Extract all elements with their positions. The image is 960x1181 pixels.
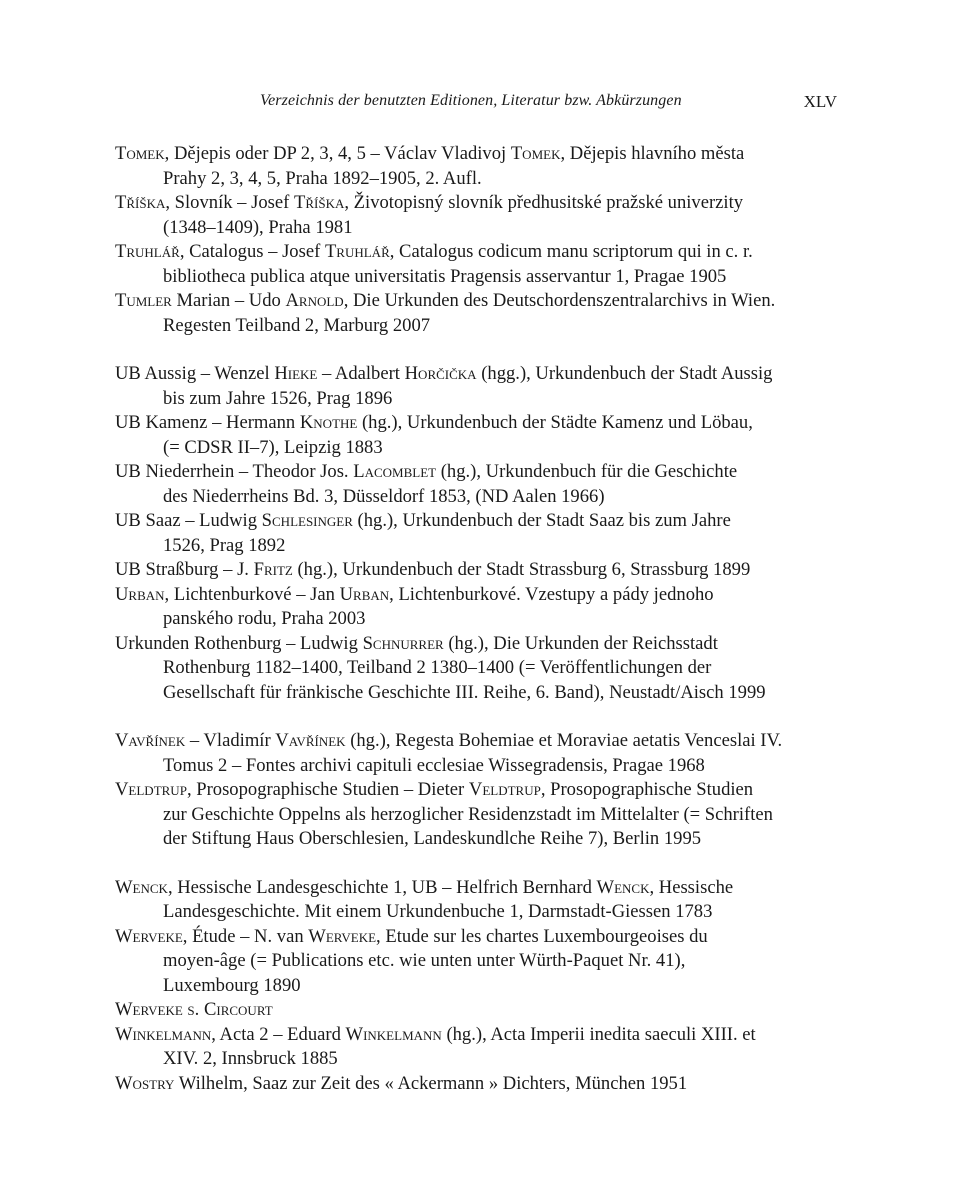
author-name: Lacomblet: [353, 461, 437, 482]
entry-text: der Stiftung Haus Oberschlesien, Landeskundlche Reihe 7), Berlin 1995: [163, 828, 702, 849]
entry-text: (hg.), Acta Imperii inedita saeculi XIII. et: [441, 1023, 756, 1045]
bibliography-entry-triska: [115, 191, 840, 240]
entry-text: , Životopisný slovník předhusitské pražské univerzity: [344, 192, 744, 213]
bibliography-entry-ub-kamenz: [115, 411, 840, 460]
page-number: XLV: [803, 92, 837, 111]
author-name: Wenck: [596, 876, 650, 898]
entry-text: , Die Urkunden des Deutschordenszentralarchivs in Wien.: [343, 290, 776, 311]
entry-text: Regesten Teilband 2, Marburg 2007: [163, 314, 431, 336]
author-name: Truhlář: [115, 241, 180, 262]
entry-text: , Catalogus – Josef: [179, 241, 325, 262]
entry-text: UB Straßburg – J.: [115, 559, 254, 580]
bibliography-entry-veldtrup: [115, 778, 840, 852]
entry-text: Landesgeschichte. Mit einem Urkundenbuche 1, Darmstadt-Giessen 1783: [163, 901, 713, 922]
author-name: Tumler: [115, 290, 172, 311]
bibliography-entry-urban: [115, 583, 840, 632]
entry-text: , Prosopographische Studien: [540, 779, 754, 800]
author-name: Winkelmann: [345, 1023, 442, 1045]
author-name: Tomek: [510, 143, 561, 164]
entry-text: (hg.), Urkundenbuch für die Geschichte: [436, 461, 738, 482]
author-name: Wenck: [115, 876, 168, 898]
bibliography-entry-tomek: [115, 142, 840, 191]
bibliography-entry-tumler: [115, 289, 840, 338]
entry-text: bis zum Jahre 1526, Prag 1896: [163, 387, 393, 409]
author-name: Winkelmann: [115, 1023, 212, 1045]
bibliography-entry-wostry: [115, 1072, 840, 1097]
entry-text: , Catalogus codicum manu scriptorum qui in c. r.: [389, 241, 753, 262]
entry-text: Wilhelm, Saaz zur Zeit des « Ackermann » Dichters, München 1951: [174, 1072, 688, 1094]
author-name: Tříška: [115, 192, 166, 213]
author-name: Vavřínek: [275, 730, 346, 751]
entry-text: s.: [182, 999, 204, 1020]
entry-text: moyen-âge (= Publications etc. wie unten unter Würth-Paquet Nr. 41),: [163, 950, 686, 971]
bibliography-entry-werveke: [115, 925, 840, 999]
author-name: Urban: [115, 583, 165, 605]
bibliography-entry-ub-niederrhein: [115, 460, 840, 509]
bibliography-entry-wenck: [115, 876, 840, 925]
running-header: [115, 92, 835, 118]
author-name: Wostry: [115, 1072, 175, 1094]
entry-text: Rothenburg 1182–1400, Teilband 2 1380–1400 (= Veröffentlichungen der: [163, 657, 712, 678]
bibliography-list: [115, 142, 840, 1096]
entry-text: , Etude sur les chartes Luxembourgeoises du: [376, 925, 708, 947]
entry-text: , Acta 2 – Eduard: [211, 1023, 346, 1045]
bibliography-entry-truhlar: [115, 240, 840, 289]
entry-text: , Hessische: [649, 876, 734, 898]
entry-text: XIV. 2, Innsbruck 1885: [163, 1048, 338, 1069]
bibliography-entry-urkunden-rothenburg: [115, 632, 840, 706]
entry-text: (hg.), Urkundenbuch der Stadt Strassburg 6, Strassburg 1899: [292, 559, 751, 580]
entry-text: Gesellschaft für fränkische Geschichte III. Reihe, 6. Band), Neustadt/Aisch 1999: [163, 681, 766, 703]
author-name: Tomek: [115, 143, 165, 164]
entry-text: , Dějepis hlavního města: [560, 143, 745, 164]
author-name: Circourt: [203, 999, 273, 1020]
entry-text: , Dějepis oder DP 2, 3, 4, 5 – Václav Vladivoj: [164, 143, 511, 164]
entry-text: UB Kamenz – Hermann: [115, 412, 300, 433]
entry-text: (hg.), Die Urkunden der Reichsstadt: [443, 632, 718, 654]
running-title: Verzeichnis der benutzten Editionen, Literatur bzw. Abkürzungen: [260, 92, 682, 109]
author-name: Werveke: [308, 925, 377, 947]
bibliography-entry-vavrinek: [115, 729, 840, 778]
entry-text: Luxembourg 1890: [163, 974, 301, 996]
author-name: Horčička: [404, 363, 477, 384]
author-name: Veldtrup: [115, 779, 187, 800]
author-name: Werveke: [115, 925, 183, 947]
entry-text: des Niederrheins Bd. 3, Düsseldorf 1853, (ND Aalen 1966): [163, 485, 605, 507]
entry-text: panského rodu, Praha 2003: [163, 608, 366, 629]
author-name: Knothe: [299, 412, 358, 433]
entry-text: UB Aussig – Wenzel: [115, 363, 275, 384]
bibliography-entry-ub-strassburg: [115, 558, 840, 583]
entry-text: (hgg.), Urkundenbuch der Stadt Aussig: [476, 363, 773, 384]
entry-text: Urkunden Rothenburg – Ludwig: [115, 632, 363, 654]
entry-text: (= CDSR II–7), Leipzig 1883: [163, 436, 383, 458]
entry-text: – Adalbert: [317, 363, 405, 384]
author-name: Truhlář: [324, 241, 390, 262]
bibliography-entry-ub-saaz: [115, 509, 840, 558]
bibliography-entry-ub-aussig: [115, 362, 840, 411]
entry-text: bibliotheca publica atque universitatis Pragensis asservantur 1, Pragae 1905: [163, 265, 727, 287]
author-name: Veldtrup: [468, 779, 541, 800]
entry-text: – Vladimír: [185, 730, 276, 751]
entry-text: (hg.), Regesta Bohemiae et Moraviae aetatis Venceslai IV.: [345, 730, 783, 751]
entry-text: UB Niederrhein – Theodor Jos.: [115, 461, 354, 482]
entry-text: , Slovník – Josef: [165, 192, 294, 213]
bibliography-entry-werveke-circourt: [115, 998, 840, 1023]
entry-text: zur Geschichte Oppelns als herzoglicher Residenzstadt im Mittelalter (= Schriften: [163, 803, 773, 825]
author-name: Tříška: [294, 192, 345, 213]
entry-text: , Lichtenburkové. Vzestupy a pády jednoho: [389, 583, 714, 605]
author-name: Fritz: [253, 559, 293, 580]
entry-text: 1526, Prag 1892: [163, 534, 286, 556]
entry-text: UB Saaz – Ludwig: [115, 510, 262, 531]
bibliography-entry-winkelmann: [115, 1023, 840, 1072]
author-name: Hieke: [274, 363, 318, 384]
author-name: Vavřínek: [115, 730, 186, 751]
entry-text: Prahy 2, 3, 4, 5, Praha 1892–1905, 2. Aufl.: [163, 167, 482, 189]
entry-text: (1348–1409), Praha 1981: [163, 216, 353, 238]
author-name: Schnurrer: [362, 632, 444, 654]
author-name: Werveke: [115, 999, 183, 1020]
author-name: Arnold: [285, 290, 344, 311]
entry-text: , Hessische Landesgeschichte 1, UB – Helfrich Bernhard: [167, 876, 597, 898]
entry-text: , Étude – N. van: [182, 925, 309, 947]
entry-text: (hg.), Urkundenbuch der Städte Kamenz und Löbau,: [357, 412, 753, 433]
author-name: Schlesinger: [261, 510, 353, 531]
entry-text: Tomus 2 – Fontes archivi capituli ecclesiae Wissegradensis, Pragae 1968: [163, 754, 705, 776]
entry-text: , Prosopographische Studien – Dieter: [186, 779, 469, 800]
entry-text: , Lichtenburkové – Jan: [164, 583, 340, 605]
entry-text: (hg.), Urkundenbuch der Stadt Saaz bis zum Jahre: [352, 510, 731, 531]
author-name: Urban: [339, 583, 390, 605]
entry-text: Marian – Udo: [171, 290, 286, 311]
